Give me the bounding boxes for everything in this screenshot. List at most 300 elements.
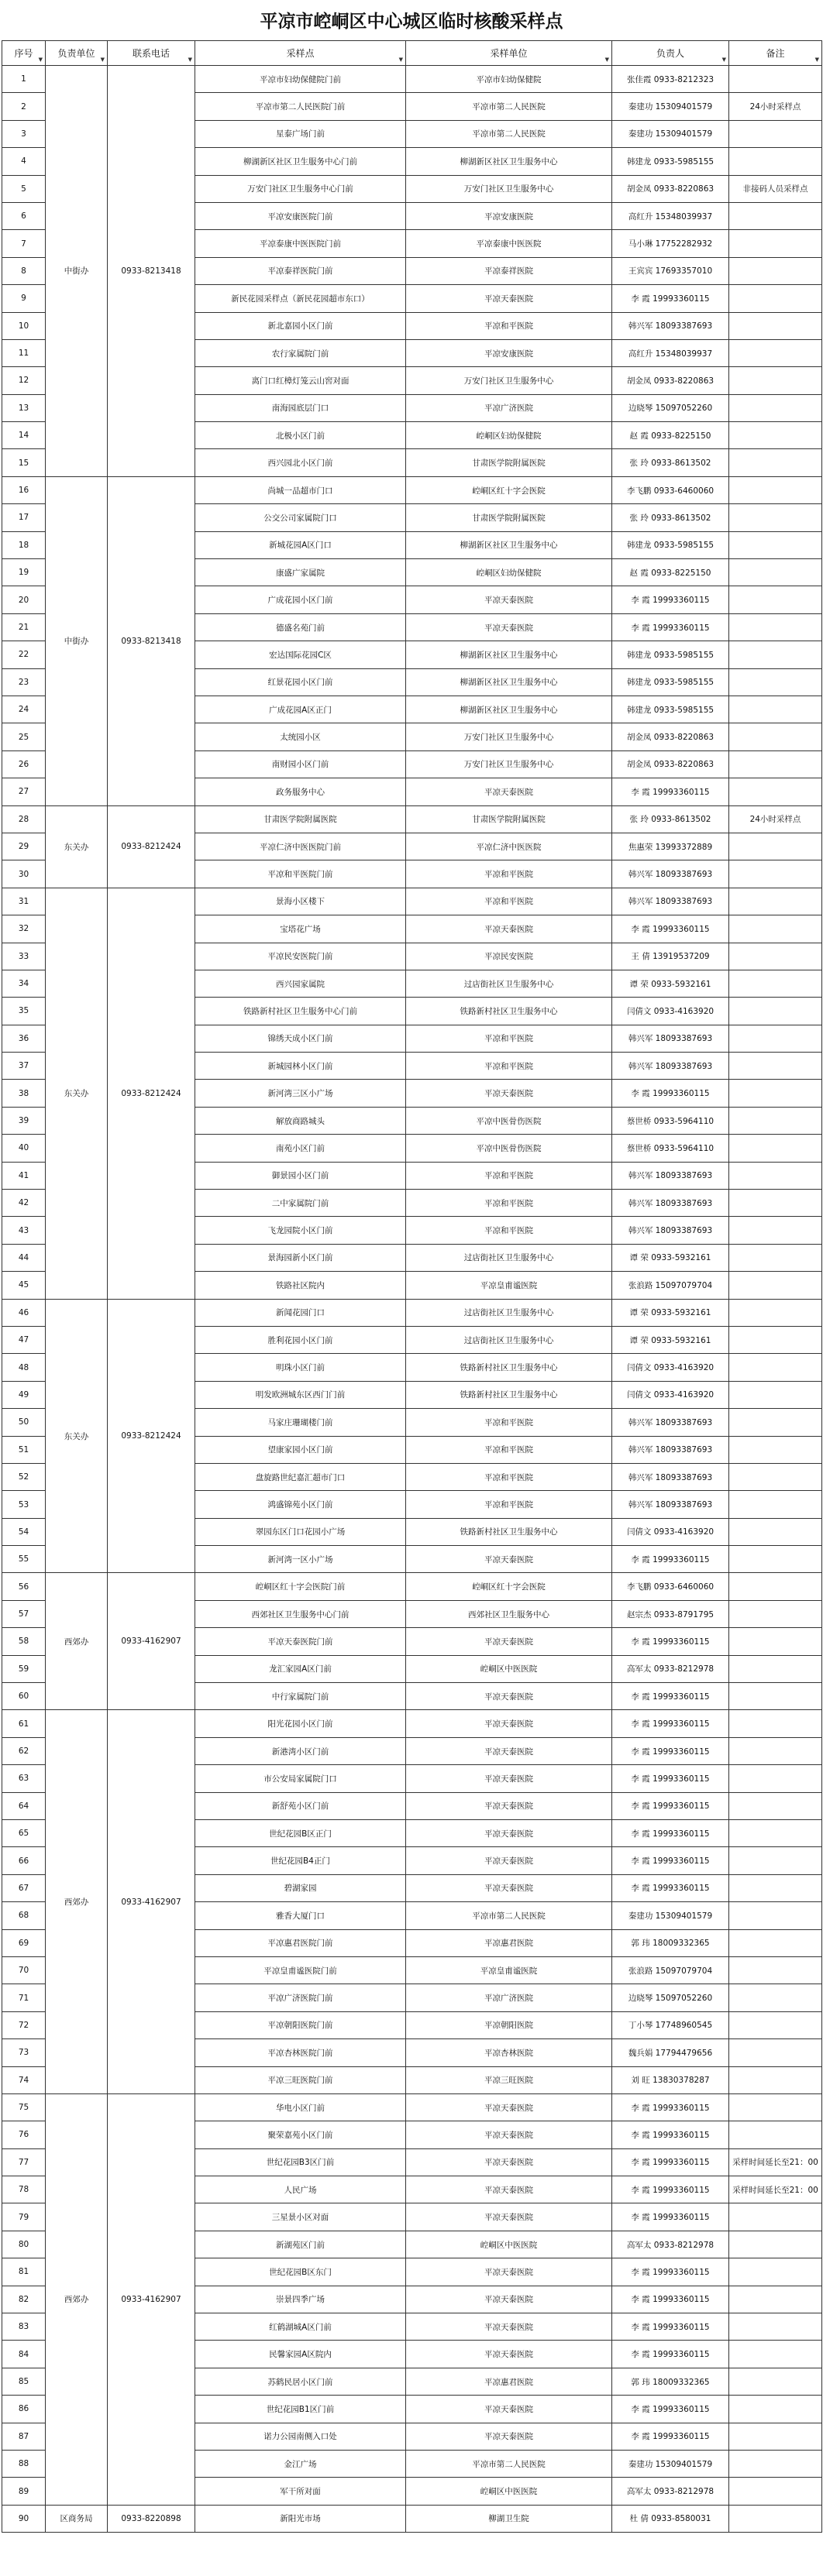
cell-site[interactable]: 红鹤湖城A区门前 [195,2313,406,2341]
cell-person[interactable]: 李 霞 19993360115 [612,2121,729,2148]
cell-site[interactable]: 平凉皇甫谧医院门前 [195,1956,406,1984]
cell-site[interactable]: 崆峒区红十字会医院门前 [195,1573,406,1600]
cell-note[interactable] [729,1135,822,1162]
cell-person[interactable]: 韩兴军 18093387693 [612,888,729,915]
cell-site[interactable]: 人民广场 [195,2176,406,2203]
header-index[interactable]: 序号 ▼ [2,41,46,66]
cell-person[interactable]: 闫倩文 0933-4163920 [612,1354,729,1381]
cell-site[interactable]: 世纪花园B区正门 [195,1820,406,1847]
cell-org[interactable]: 崆峒区红十字会医院 [406,476,612,503]
cell-note[interactable] [729,1080,822,1107]
cell-index[interactable]: 15 [2,449,46,476]
cell-note[interactable] [729,1326,822,1353]
cell-note[interactable] [729,860,822,888]
cell-site[interactable]: 诺力公园南侧入口处 [195,2423,406,2450]
cell-unit[interactable]: 西郊办 [46,1573,108,1710]
cell-person[interactable]: 秦建功 15309401579 [612,1902,729,1929]
cell-person[interactable]: 韩兴军 18093387693 [612,1190,729,1217]
cell-index[interactable]: 13 [2,394,46,421]
cell-site[interactable]: 红景花园小区门前 [195,668,406,696]
cell-person[interactable]: 李 霞 19993360115 [612,1820,729,1847]
cell-person[interactable]: 闫倩文 0933-4163920 [612,998,729,1025]
cell-site[interactable]: 平凉泰祥医院门前 [195,257,406,284]
cell-org[interactable]: 平凉天泰医院 [406,2203,612,2231]
cell-org[interactable]: 平凉市妇幼保健院 [406,66,612,93]
cell-person[interactable]: 韩兴军 18093387693 [612,860,729,888]
cell-person[interactable]: 胡金凤 0933-8220863 [612,367,729,394]
cell-phone[interactable]: 0933-8212424 [108,1299,195,1573]
cell-note[interactable] [729,2368,822,2395]
cell-index[interactable]: 35 [2,998,46,1025]
cell-org[interactable]: 平凉天泰医院 [406,778,612,805]
cell-note[interactable] [729,1299,822,1326]
cell-site[interactable]: 世纪花园B区东门 [195,2258,406,2286]
header-note[interactable]: 备注 ▼ [729,41,822,66]
cell-site[interactable]: 星泰广场门前 [195,120,406,147]
cell-person[interactable]: 胡金凤 0933-8220863 [612,175,729,202]
cell-org[interactable]: 平凉天泰医院 [406,1847,612,1874]
cell-person[interactable]: 韩建龙 0933-5985155 [612,531,729,558]
cell-note[interactable] [729,1381,822,1408]
cell-note[interactable]: 24小时采样点 [729,805,822,833]
cell-unit[interactable]: 西郊办 [46,1710,108,2093]
cell-note[interactable] [729,1847,822,1874]
cell-index[interactable]: 30 [2,860,46,888]
cell-index[interactable]: 51 [2,1436,46,1463]
cell-index[interactable]: 43 [2,1217,46,1244]
cell-unit[interactable]: 东关办 [46,805,108,888]
cell-person[interactable]: 韩兴军 18093387693 [612,1409,729,1436]
cell-org[interactable]: 柳湖新区社区卫生服务中心 [406,696,612,723]
cell-note[interactable] [729,2203,822,2231]
cell-org[interactable]: 平凉天泰医院 [406,1874,612,1901]
cell-site[interactable]: 康盛广家属院 [195,559,406,586]
cell-person[interactable]: 李 霞 19993360115 [612,2093,729,2121]
cell-note[interactable] [729,1600,822,1627]
cell-note[interactable] [729,148,822,175]
cell-org[interactable]: 万安门社区卫生服务中心 [406,367,612,394]
cell-person[interactable]: 郭 玮 18009332365 [612,1929,729,1956]
cell-note[interactable] [729,2286,822,2313]
cell-site[interactable]: 广成花园A区正门 [195,696,406,723]
cell-person[interactable]: 李 霞 19993360115 [612,2203,729,2231]
cell-note[interactable] [729,943,822,970]
cell-org[interactable]: 过店街社区卫生服务中心 [406,1326,612,1353]
cell-org[interactable]: 平凉皇甫谧医院 [406,1272,612,1299]
cell-org[interactable]: 平凉和平医院 [406,1217,612,1244]
cell-person[interactable]: 李 霞 19993360115 [612,586,729,613]
cell-site[interactable]: 新舒苑小区门前 [195,1792,406,1819]
cell-person[interactable]: 李 霞 19993360115 [612,1765,729,1792]
cell-site[interactable]: 世纪花园B3区门前 [195,2148,406,2176]
cell-person[interactable]: 李 霞 19993360115 [612,2286,729,2313]
cell-index[interactable]: 1 [2,66,46,93]
cell-unit[interactable]: 西郊办 [46,2093,108,2505]
cell-org[interactable]: 平凉三旺医院 [406,2066,612,2093]
cell-org[interactable]: 平凉天泰医院 [406,1628,612,1655]
cell-person[interactable]: 闫倩文 0933-4163920 [612,1381,729,1408]
cell-index[interactable]: 60 [2,1683,46,1710]
cell-note[interactable] [729,833,822,860]
cell-person[interactable]: 李飞鹏 0933-6460060 [612,1573,729,1600]
cell-note[interactable] [729,2039,822,2066]
cell-site[interactable]: 金江广场 [195,2450,406,2477]
cell-note[interactable] [729,257,822,284]
cell-person[interactable]: 赵宗杰 0933-8791795 [612,1600,729,1627]
cell-person[interactable]: 秦建功 15309401579 [612,120,729,147]
cell-index[interactable]: 78 [2,2176,46,2203]
cell-note[interactable] [729,476,822,503]
cell-org[interactable]: 平凉中医骨伤医院 [406,1107,612,1134]
cell-org[interactable]: 崆峒区红十字会医院 [406,1573,612,1600]
cell-unit[interactable]: 中街办 [46,476,108,805]
cell-note[interactable]: 采样时间延长至21：00 [729,2176,822,2203]
cell-note[interactable] [729,750,822,778]
cell-site[interactable]: 万安门社区卫生服务中心门前 [195,175,406,202]
cell-person[interactable]: 谭 荣 0933-5932161 [612,970,729,997]
cell-org[interactable]: 柳湖卫生院 [406,2505,612,2532]
cell-site[interactable]: 崇景四季广场 [195,2286,406,2313]
cell-note[interactable] [729,2258,822,2286]
cell-note[interactable] [729,668,822,696]
cell-site[interactable]: 景海小区楼下 [195,888,406,915]
filter-dropdown-icon[interactable]: ▼ [100,57,105,63]
cell-org[interactable]: 崆峒区中医医院 [406,2231,612,2258]
cell-note[interactable] [729,888,822,915]
cell-index[interactable]: 57 [2,1600,46,1627]
cell-note[interactable] [729,2066,822,2093]
cell-index[interactable]: 41 [2,1162,46,1189]
cell-person[interactable]: 赵 霞 0933-8225150 [612,559,729,586]
cell-site[interactable]: 离门口红樟灯笼云山窖对面 [195,367,406,394]
header-unit[interactable]: 负责单位 ▼ [46,41,108,66]
cell-site[interactable]: 广成花园小区门前 [195,586,406,613]
cell-note[interactable] [729,531,822,558]
cell-org[interactable]: 柳湖新区社区卫生服务中心 [406,531,612,558]
cell-site[interactable]: 世纪花园B4正门 [195,1847,406,1874]
cell-org[interactable]: 甘肃医学院附属医院 [406,449,612,476]
cell-site[interactable]: 民馨家园A区院内 [195,2341,406,2368]
cell-org[interactable]: 平凉杏林医院 [406,2039,612,2066]
cell-index[interactable]: 49 [2,1381,46,1408]
cell-index[interactable]: 44 [2,1244,46,1271]
cell-org[interactable]: 平凉天泰医院 [406,2258,612,2286]
cell-index[interactable]: 27 [2,778,46,805]
cell-person[interactable]: 韩建龙 0933-5985155 [612,148,729,175]
cell-index[interactable]: 48 [2,1354,46,1381]
cell-org[interactable]: 平凉天泰医院 [406,2176,612,2203]
cell-site[interactable]: 市公安局家属院门口 [195,1765,406,1792]
cell-index[interactable]: 85 [2,2368,46,2395]
cell-index[interactable]: 2 [2,93,46,120]
cell-org[interactable]: 平凉朝阳医院 [406,2011,612,2038]
cell-site[interactable]: 甘肃医学院附属医院 [195,805,406,833]
cell-note[interactable] [729,1546,822,1573]
cell-org[interactable]: 柳湖新区社区卫生服务中心 [406,148,612,175]
cell-site[interactable]: 北极小区门前 [195,422,406,449]
cell-org[interactable]: 平凉安康医院 [406,339,612,366]
cell-org[interactable]: 铁路新村社区卫生服务中心 [406,998,612,1025]
cell-org[interactable]: 平凉市第二人民医院 [406,1902,612,1929]
cell-org[interactable]: 平凉广济医院 [406,394,612,421]
cell-person[interactable]: 张浪路 15097079704 [612,1272,729,1299]
cell-note[interactable] [729,1025,822,1052]
cell-person[interactable]: 韩兴军 18093387693 [612,1436,729,1463]
cell-index[interactable]: 21 [2,613,46,641]
cell-index[interactable]: 79 [2,2203,46,2231]
cell-org[interactable]: 过店街社区卫生服务中心 [406,970,612,997]
cell-note[interactable] [729,1710,822,1737]
cell-index[interactable]: 3 [2,120,46,147]
cell-org[interactable]: 平凉天泰医院 [406,2313,612,2341]
cell-note[interactable] [729,1217,822,1244]
cell-index[interactable]: 36 [2,1025,46,1052]
cell-site[interactable]: 尚城一品超市门口 [195,476,406,503]
cell-index[interactable]: 64 [2,1792,46,1819]
cell-site[interactable]: 新阳光市场 [195,2505,406,2532]
cell-person[interactable]: 李 霞 19993360115 [612,1080,729,1107]
cell-site[interactable]: 苏鹤民居小区门前 [195,2368,406,2395]
cell-phone[interactable]: 0933-4162907 [108,2093,195,2505]
cell-org[interactable]: 柳湖新区社区卫生服务中心 [406,641,612,668]
cell-person[interactable]: 韩兴军 18093387693 [612,312,729,339]
cell-site[interactable]: 雅香大厦门口 [195,1902,406,1929]
cell-person[interactable]: 韩兴军 18093387693 [612,1491,729,1518]
cell-note[interactable] [729,1765,822,1792]
cell-org[interactable]: 平凉市第二人民医院 [406,2450,612,2477]
cell-note[interactable] [729,339,822,366]
cell-site[interactable]: 新北嘉园小区门前 [195,312,406,339]
cell-org[interactable]: 平凉广济医院 [406,1984,612,2011]
cell-phone[interactable]: 0933-4162907 [108,1573,195,1710]
cell-person[interactable]: 魏兵娟 17794479656 [612,2039,729,2066]
filter-dropdown-icon[interactable]: ▼ [188,57,192,63]
cell-note[interactable]: 非接码人员采样点 [729,175,822,202]
cell-note[interactable] [729,2341,822,2368]
cell-org[interactable]: 平凉和平医院 [406,1436,612,1463]
cell-org[interactable]: 平凉天泰医院 [406,1737,612,1764]
cell-index[interactable]: 73 [2,2039,46,2066]
cell-index[interactable]: 25 [2,723,46,750]
cell-index[interactable]: 53 [2,1491,46,1518]
cell-person[interactable]: 高红升 15348039937 [612,339,729,366]
cell-org[interactable]: 万安门社区卫生服务中心 [406,750,612,778]
cell-org[interactable]: 平凉天泰医院 [406,1765,612,1792]
cell-note[interactable] [729,2093,822,2121]
cell-unit[interactable]: 中街办 [46,66,108,477]
cell-org[interactable]: 铁路新村社区卫生服务中心 [406,1518,612,1545]
header-person[interactable]: 负责人 ▼ [612,41,729,66]
cell-index[interactable]: 37 [2,1053,46,1080]
cell-index[interactable]: 86 [2,2396,46,2423]
cell-note[interactable]: 24小时采样点 [729,93,822,120]
cell-site[interactable]: 农行家属院门前 [195,339,406,366]
cell-note[interactable] [729,1628,822,1655]
cell-note[interactable] [729,1053,822,1080]
cell-org[interactable]: 万安门社区卫生服务中心 [406,175,612,202]
cell-site[interactable]: 政务服务中心 [195,778,406,805]
cell-org[interactable]: 平凉安康医院 [406,202,612,229]
cell-index[interactable]: 67 [2,1874,46,1901]
cell-site[interactable]: 平凉泰康中医医院门前 [195,230,406,257]
cell-org[interactable]: 铁路新村社区卫生服务中心 [406,1381,612,1408]
cell-person[interactable]: 张佳霞 0933-8212323 [612,66,729,93]
cell-person[interactable]: 张 玲 0933-8613502 [612,805,729,833]
cell-note[interactable] [729,970,822,997]
cell-index[interactable]: 66 [2,1847,46,1874]
cell-person[interactable]: 李 霞 19993360115 [612,2396,729,2423]
cell-site[interactable]: 平凉安康医院门前 [195,202,406,229]
cell-site[interactable]: 平凉市第二人民医院门前 [195,93,406,120]
cell-person[interactable]: 谭 荣 0933-5932161 [612,1326,729,1353]
cell-person[interactable]: 李 霞 19993360115 [612,778,729,805]
cell-site[interactable]: 锦绣天成小区门前 [195,1025,406,1052]
cell-org[interactable]: 平凉皇甫谧医院 [406,1956,612,1984]
cell-note[interactable] [729,2505,822,2532]
cell-note[interactable] [729,1683,822,1710]
cell-person[interactable]: 王 倩 13919537209 [612,943,729,970]
cell-person[interactable]: 郭 玮 18009332365 [612,2368,729,2395]
cell-index[interactable]: 38 [2,1080,46,1107]
cell-person[interactable]: 高军太 0933-8212978 [612,2231,729,2258]
cell-site[interactable]: 解放商路城头 [195,1107,406,1134]
cell-site[interactable]: 军干所对面 [195,2478,406,2505]
cell-site[interactable]: 平凉广济医院门前 [195,1984,406,2011]
cell-person[interactable]: 秦建功 15309401579 [612,93,729,120]
cell-index[interactable]: 26 [2,750,46,778]
cell-note[interactable] [729,2121,822,2148]
cell-person[interactable]: 王宾宾 17693357010 [612,257,729,284]
cell-person[interactable]: 边晓琴 15097052260 [612,1984,729,2011]
cell-org[interactable]: 平凉惠君医院 [406,1929,612,1956]
cell-site[interactable]: 铁路社区院内 [195,1272,406,1299]
cell-index[interactable]: 89 [2,2478,46,2505]
cell-note[interactable] [729,2313,822,2341]
cell-index[interactable]: 18 [2,531,46,558]
cell-note[interactable] [729,285,822,312]
cell-note[interactable] [729,1874,822,1901]
cell-index[interactable]: 22 [2,641,46,668]
cell-org[interactable]: 平凉天泰医院 [406,2121,612,2148]
cell-index[interactable]: 63 [2,1765,46,1792]
cell-note[interactable] [729,1820,822,1847]
cell-person[interactable]: 谭 荣 0933-5932161 [612,1299,729,1326]
cell-site[interactable]: 宝塔花广场 [195,915,406,943]
cell-note[interactable] [729,1107,822,1134]
cell-org[interactable]: 过店街社区卫生服务中心 [406,1299,612,1326]
cell-note[interactable] [729,422,822,449]
cell-index[interactable]: 39 [2,1107,46,1134]
cell-org[interactable]: 平凉天泰医院 [406,1546,612,1573]
cell-site[interactable]: 聚荣嘉苑小区门前 [195,2121,406,2148]
cell-note[interactable]: 采样时间延长至21：00 [729,2148,822,2176]
cell-person[interactable]: 李 霞 19993360115 [612,1628,729,1655]
cell-org[interactable]: 平凉和平医院 [406,1491,612,1518]
cell-person[interactable]: 张 玲 0933-8613502 [612,504,729,531]
cell-site[interactable]: 中行家属院门前 [195,1683,406,1710]
cell-index[interactable]: 4 [2,148,46,175]
cell-note[interactable] [729,2396,822,2423]
cell-person[interactable]: 韩兴军 18093387693 [612,1025,729,1052]
cell-index[interactable]: 47 [2,1326,46,1353]
cell-index[interactable]: 58 [2,1628,46,1655]
cell-org[interactable]: 平凉天泰医院 [406,2396,612,2423]
cell-person[interactable]: 边晓琴 15097052260 [612,394,729,421]
cell-index[interactable]: 7 [2,230,46,257]
cell-org[interactable]: 平凉天泰医院 [406,1820,612,1847]
cell-site[interactable]: 明珠小区门前 [195,1354,406,1381]
cell-site[interactable]: 明发欧洲城东区西门门前 [195,1381,406,1408]
cell-person[interactable]: 李 霞 19993360115 [612,285,729,312]
cell-site[interactable]: 南苑小区门前 [195,1135,406,1162]
cell-org[interactable]: 甘肃医学院附属医院 [406,805,612,833]
cell-site[interactable]: 平凉仁济中医医院门前 [195,833,406,860]
cell-note[interactable] [729,1244,822,1271]
cell-site[interactable]: 盘旋路世纪嘉汇超市门口 [195,1463,406,1490]
cell-index[interactable]: 31 [2,888,46,915]
cell-org[interactable]: 平凉天泰医院 [406,1792,612,1819]
cell-site[interactable]: 德盛名苑门前 [195,613,406,641]
cell-index[interactable]: 55 [2,1546,46,1573]
cell-org[interactable]: 平凉天泰医院 [406,2423,612,2450]
cell-site[interactable]: 公交公司家属院门口 [195,504,406,531]
cell-index[interactable]: 46 [2,1299,46,1326]
cell-index[interactable]: 32 [2,915,46,943]
cell-index[interactable]: 19 [2,559,46,586]
filter-dropdown-icon[interactable]: ▼ [38,57,43,63]
cell-index[interactable]: 33 [2,943,46,970]
cell-site[interactable]: 南财园小区门前 [195,750,406,778]
cell-site[interactable]: 平凉朝阳医院门前 [195,2011,406,2038]
cell-note[interactable] [729,2011,822,2038]
cell-note[interactable] [729,2423,822,2450]
cell-person[interactable]: 李 霞 19993360115 [612,2176,729,2203]
cell-index[interactable]: 50 [2,1409,46,1436]
cell-person[interactable]: 赵 霞 0933-8225150 [612,422,729,449]
cell-index[interactable]: 75 [2,2093,46,2121]
cell-person[interactable]: 焦惠荣 13993372889 [612,833,729,860]
cell-site[interactable]: 新城花园A区门口 [195,531,406,558]
cell-person[interactable]: 韩兴军 18093387693 [612,1053,729,1080]
cell-org[interactable]: 铁路新村社区卫生服务中心 [406,1354,612,1381]
cell-site[interactable]: 西兴园北小区门前 [195,449,406,476]
cell-phone[interactable]: 0933-8220898 [108,2505,195,2532]
cell-org[interactable]: 过店街社区卫生服务中心 [406,1244,612,1271]
cell-person[interactable]: 韩兴军 18093387693 [612,1162,729,1189]
cell-note[interactable] [729,696,822,723]
cell-site[interactable]: 太统园小区 [195,723,406,750]
cell-site[interactable]: 柳湖新区社区卫生服务中心门前 [195,148,406,175]
cell-org[interactable]: 平凉天泰医院 [406,1710,612,1737]
cell-org[interactable]: 平凉和平医院 [406,1025,612,1052]
cell-person[interactable]: 李 霞 19993360115 [612,2341,729,2368]
cell-index[interactable]: 5 [2,175,46,202]
cell-index[interactable]: 76 [2,2121,46,2148]
cell-phone[interactable]: 0933-4162907 [108,1710,195,2093]
cell-note[interactable] [729,1463,822,1490]
cell-note[interactable] [729,613,822,641]
filter-dropdown-icon[interactable]: ▼ [721,57,726,63]
cell-org[interactable]: 平凉天泰医院 [406,1683,612,1710]
cell-index[interactable]: 59 [2,1655,46,1682]
cell-note[interactable] [729,1902,822,1929]
cell-index[interactable]: 74 [2,2066,46,2093]
cell-index[interactable]: 84 [2,2341,46,2368]
cell-note[interactable] [729,202,822,229]
cell-note[interactable] [729,1573,822,1600]
cell-index[interactable]: 52 [2,1463,46,1490]
cell-site[interactable]: 南海园底层门口 [195,394,406,421]
